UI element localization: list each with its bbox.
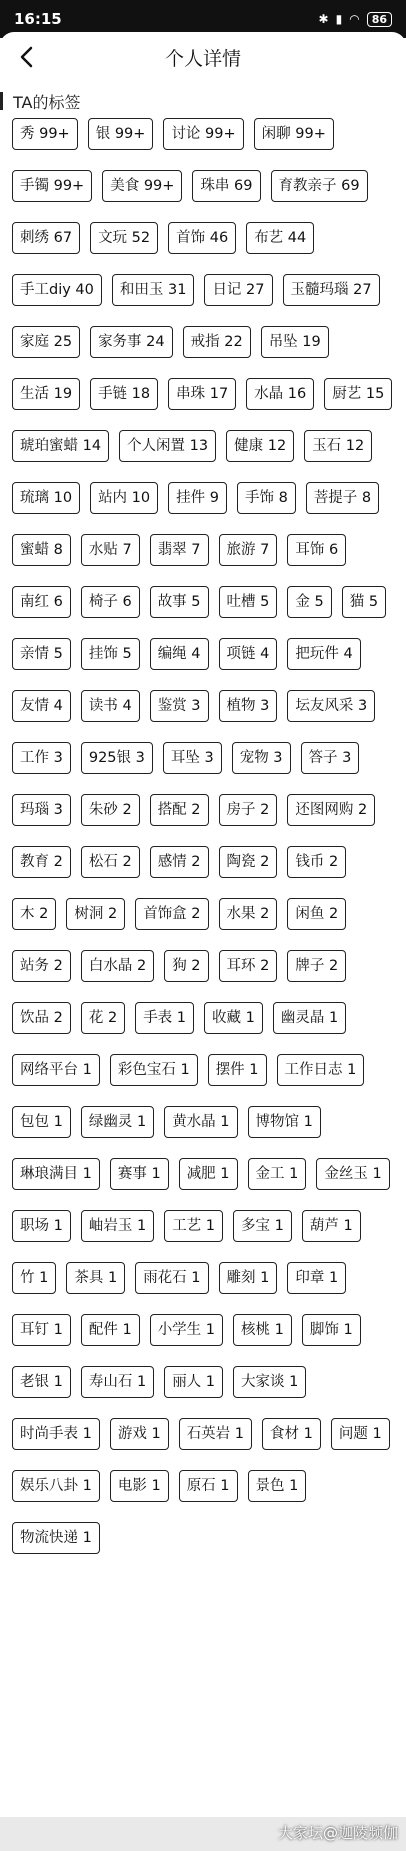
tag-chip[interactable]: 闲鱼 2 [287, 898, 346, 930]
tag-chip[interactable]: 翡翠 7 [150, 534, 209, 566]
tag-chip[interactable]: 站务 2 [12, 950, 71, 982]
tag-chip[interactable]: 工作日志 1 [277, 1054, 365, 1086]
watermark: 大家坛@迦陵频伽 [277, 1824, 398, 1842]
tag-chip[interactable]: 工艺 1 [164, 1210, 223, 1242]
tag-chip[interactable]: 游戏 1 [110, 1418, 169, 1450]
tag-chip[interactable]: 琉璃 10 [12, 482, 80, 514]
tag-chip[interactable]: 耳环 2 [219, 950, 278, 982]
tag-chip[interactable]: 竹 1 [12, 1262, 56, 1294]
tag-chip[interactable]: 葫芦 1 [302, 1210, 361, 1242]
tag-chip[interactable]: 多宝 1 [233, 1210, 292, 1242]
tag-chip[interactable]: 挂件 9 [168, 482, 227, 514]
tag-chip[interactable]: 玉石 12 [304, 430, 372, 462]
tag-chip[interactable]: 博物馆 1 [248, 1106, 321, 1138]
tag-chip[interactable]: 吐槽 5 [219, 586, 278, 618]
tag-chip[interactable]: 菩提子 8 [306, 482, 379, 514]
tag-chip[interactable]: 编绳 4 [150, 638, 209, 670]
tag-chip[interactable]: 陶瓷 2 [219, 846, 278, 878]
tag-chip[interactable]: 友情 4 [12, 690, 71, 722]
tag-chip[interactable]: 白水晶 2 [81, 950, 154, 982]
section-marker [0, 92, 3, 110]
tag-chip[interactable]: 旅游 7 [219, 534, 278, 566]
tag-chip[interactable]: 椅子 6 [81, 586, 140, 618]
tag-chip[interactable]: 猫 5 [342, 586, 386, 618]
tag-chip[interactable]: 健康 12 [226, 430, 294, 462]
tag-chip[interactable]: 岫岩玉 1 [81, 1210, 154, 1242]
tag-chip[interactable]: 答子 3 [301, 742, 360, 774]
tag-chip[interactable]: 狗 2 [164, 950, 208, 982]
tag-chip[interactable]: 手饰 8 [237, 482, 296, 514]
tag-chip[interactable]: 耳坠 3 [163, 742, 222, 774]
tag-chip[interactable]: 玛瑙 3 [12, 794, 71, 826]
tag-chip[interactable]: 南红 6 [12, 586, 71, 618]
tag-chip[interactable]: 琥珀蜜蜡 14 [12, 430, 109, 462]
section-title: TA的标签 [13, 92, 81, 112]
tag-chip[interactable]: 项链 4 [219, 638, 278, 670]
tag-chip[interactable]: 食材 1 [262, 1418, 321, 1450]
tag-chip[interactable]: 牌子 2 [287, 950, 346, 982]
tag-chip[interactable]: 坛友风采 3 [287, 690, 375, 722]
tag-chip[interactable]: 美食 99+ [102, 170, 182, 202]
tag-chip[interactable]: 鉴赏 3 [150, 690, 209, 722]
tag-chip[interactable]: 育教亲子 69 [271, 170, 368, 202]
tag-chip[interactable]: 印章 1 [287, 1262, 346, 1294]
tag-chip[interactable]: 网络平台 1 [12, 1054, 100, 1086]
wifi-icon: ◠ [349, 12, 360, 26]
tag-chip[interactable]: 寿山石 1 [81, 1366, 154, 1398]
tag-chip[interactable]: 耳饰 6 [287, 534, 346, 566]
tag-chip[interactable]: 亲情 5 [12, 638, 71, 670]
tag-chip[interactable]: 幽灵晶 1 [273, 1002, 346, 1034]
tag-chip[interactable]: 刺绣 67 [12, 222, 80, 254]
tag-chip[interactable]: 黄水晶 1 [164, 1106, 237, 1138]
tag-chip[interactable]: 植物 3 [219, 690, 278, 722]
tag-chip[interactable]: 感情 2 [150, 846, 209, 878]
tag-chip[interactable]: 小学生 1 [150, 1314, 223, 1346]
tag-chip[interactable]: 首饰盒 2 [135, 898, 208, 930]
tag-chip[interactable]: 银 99+ [88, 118, 154, 150]
tag-chip[interactable]: 金丝玉 1 [316, 1158, 389, 1190]
tag-chip[interactable]: 厨艺 15 [324, 378, 392, 410]
tag-chip[interactable]: 物流快递 1 [12, 1522, 100, 1554]
tag-chip[interactable]: 个人闲置 13 [119, 430, 216, 462]
tag-chip[interactable]: 和田玉 31 [112, 274, 195, 306]
top-nav-bar [0, 32, 406, 82]
tag-chip[interactable]: 彩色宝石 1 [110, 1054, 198, 1086]
tag-chip[interactable]: 搭配 2 [150, 794, 209, 826]
tag-chip[interactable]: 老银 1 [12, 1366, 71, 1398]
tag-chip[interactable]: 绿幽灵 1 [81, 1106, 154, 1138]
tag-chip[interactable]: 布艺 44 [246, 222, 314, 254]
tag-chip[interactable]: 把玩件 4 [287, 638, 360, 670]
tag-chip[interactable]: 玉髓玛瑙 27 [283, 274, 380, 306]
tag-chip[interactable]: 金工 1 [248, 1158, 307, 1190]
tag-chip[interactable]: 花 2 [81, 1002, 125, 1034]
tag-chip[interactable]: 水果 2 [219, 898, 278, 930]
status-icons [319, 12, 392, 27]
tag-chip[interactable]: 木 2 [12, 898, 56, 930]
tag-chip[interactable]: 脚饰 1 [302, 1314, 361, 1346]
tag-chip[interactable]: 减肥 1 [179, 1158, 238, 1190]
tag-chip[interactable]: 时尚手表 1 [12, 1418, 100, 1450]
tag-chip[interactable]: 家务事 24 [90, 326, 173, 358]
tag-chip[interactable]: 日记 27 [204, 274, 272, 306]
tag-chip[interactable]: 挂饰 5 [81, 638, 140, 670]
tag-chip[interactable]: 树洞 2 [66, 898, 125, 930]
status-time: 16:15 [14, 10, 62, 28]
tag-chip[interactable]: 吊坠 19 [261, 326, 329, 358]
page-title: 个人详情 [164, 47, 241, 70]
tag-chip[interactable]: 讨论 99+ [163, 118, 243, 150]
tag-chip[interactable]: 配件 1 [81, 1314, 140, 1346]
tag-chip[interactable]: 钱币 2 [287, 846, 346, 878]
tag-chip[interactable]: 雨花石 1 [135, 1262, 208, 1294]
tag-chip[interactable]: 金 5 [287, 586, 331, 618]
tag-chip[interactable]: 景色 1 [248, 1470, 307, 1502]
tag-chip[interactable]: 925银 3 [81, 742, 153, 774]
tag-chip[interactable]: 首饰 46 [168, 222, 236, 254]
tag-chip[interactable]: 故事 5 [150, 586, 209, 618]
tag-chip[interactable]: 教育 2 [12, 846, 71, 878]
tag-chip[interactable]: 摆件 1 [208, 1054, 267, 1086]
tag-chip[interactable]: 石英岩 1 [179, 1418, 252, 1450]
tag-chip[interactable]: 丽人 1 [164, 1366, 223, 1398]
tag-chip[interactable]: 生活 19 [12, 378, 80, 410]
tag-chip[interactable]: 耳钉 1 [12, 1314, 71, 1346]
tag-chip[interactable]: 收藏 1 [204, 1002, 263, 1034]
tag-chip[interactable]: 工作 3 [12, 742, 71, 774]
tag-chip[interactable]: 珠串 69 [192, 170, 260, 202]
tag-chip[interactable]: 娱乐八卦 1 [12, 1470, 100, 1502]
tag-chip[interactable]: 赛事 1 [110, 1158, 169, 1190]
bluetooth-icon: ✱ [318, 12, 329, 26]
tag-chip[interactable]: 房子 2 [219, 794, 278, 826]
tag-chip[interactable]: 饮品 2 [12, 1002, 71, 1034]
tag-chip[interactable]: 文玩 52 [90, 222, 158, 254]
tag-chip[interactable]: 手镯 99+ [12, 170, 92, 202]
tag-chip[interactable]: 雕刻 1 [219, 1262, 278, 1294]
tag-chip[interactable]: 宠物 3 [232, 742, 291, 774]
tag-chip[interactable]: 站内 10 [90, 482, 158, 514]
tag-chip[interactable]: 手链 18 [90, 378, 158, 410]
tag-chip[interactable]: 琳琅满目 1 [12, 1158, 100, 1190]
tag-chip[interactable]: 包包 1 [12, 1106, 71, 1138]
tag-chip[interactable]: 家庭 25 [12, 326, 80, 358]
tag-chip[interactable]: 读书 4 [81, 690, 140, 722]
tag-chip[interactable]: 串珠 17 [168, 378, 236, 410]
tag-chip[interactable]: 问题 1 [331, 1418, 390, 1450]
tag-chip[interactable]: 手工diy 40 [12, 274, 102, 306]
tag-chip[interactable]: 松石 2 [81, 846, 140, 878]
tag-chip[interactable]: 戒指 22 [183, 326, 251, 358]
tags-section-header [0, 82, 406, 114]
signal-icon: ▮ [335, 12, 343, 26]
tag-list [0, 114, 406, 1554]
tag-chip[interactable]: 大家谈 1 [233, 1366, 306, 1398]
tag-chip[interactable]: 还图网购 2 [287, 794, 375, 826]
tag-chip[interactable]: 职场 1 [12, 1210, 71, 1242]
tag-chip[interactable]: 秀 99+ [12, 118, 78, 150]
tag-chip[interactable]: 水晶 16 [246, 378, 314, 410]
tag-chip[interactable]: 手表 1 [135, 1002, 194, 1034]
tag-chip[interactable]: 朱砂 2 [81, 794, 140, 826]
tag-chip[interactable]: 电影 1 [110, 1470, 169, 1502]
tag-chip[interactable]: 原石 1 [179, 1470, 238, 1502]
tag-chip[interactable]: 核桃 1 [233, 1314, 292, 1346]
tag-chip[interactable]: 蜜蜡 8 [12, 534, 71, 566]
tag-chip[interactable]: 闲聊 99+ [254, 118, 334, 150]
battery-icon: 86 [367, 12, 392, 27]
tag-chip[interactable]: 水贴 7 [81, 534, 140, 566]
back-arrow-icon[interactable] [14, 44, 40, 70]
tag-chip[interactable]: 茶具 1 [66, 1262, 125, 1294]
